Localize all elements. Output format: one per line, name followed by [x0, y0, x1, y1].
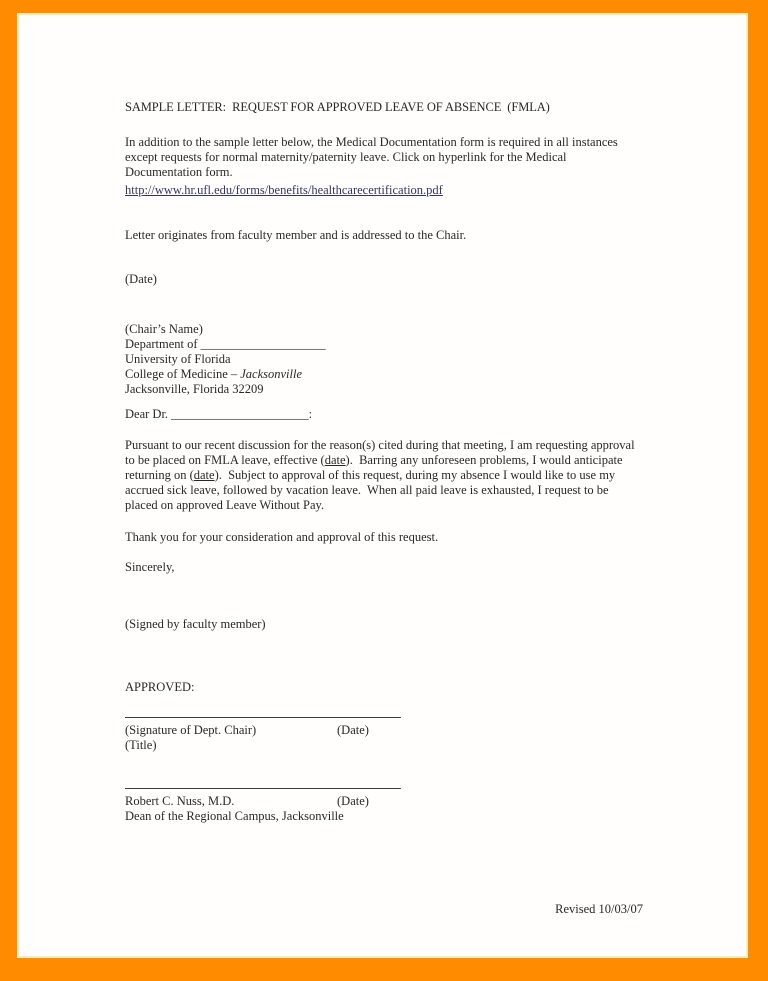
- college-campus: Jacksonville: [240, 367, 303, 381]
- salutation-suffix: :: [308, 407, 313, 421]
- body-date-blank-1: date: [324, 453, 346, 467]
- body-date-blank-2: date: [193, 468, 215, 482]
- signature-2-name: Robert C. Nuss, M.D.: [125, 794, 235, 808]
- university-line: University of Florida: [125, 352, 231, 366]
- medical-form-link[interactable]: http://www.hr.ufl.edu/forms/benefits/healthcarecertification.pdf: [125, 183, 443, 197]
- recipient-address: [125, 322, 643, 397]
- college-prefix: College of Medicine –: [125, 367, 241, 381]
- salutation-line: [125, 407, 643, 422]
- intro-paragraph: In addition to the sample letter below, the Medical Documentation form is required in all instances except requests for normal maternity/paternity leave. Click on hyperlink for the Medical Documentation form.: [125, 135, 621, 179]
- department-label: Department of: [125, 337, 201, 351]
- signature-1-title: (Title): [125, 738, 157, 752]
- signature-line-2: [125, 788, 401, 789]
- thanks-line: Thank you for your consideration and approval of this request.: [125, 530, 439, 544]
- signed-note: (Signed by faculty member): [125, 617, 266, 631]
- signature-2-title: Dean of the Regional Campus, Jacksonville: [125, 809, 344, 823]
- department-blank: ____________________: [200, 337, 326, 351]
- department-line: [125, 337, 643, 352]
- college-line: [125, 367, 643, 382]
- body-part-1: Pursuant to our recent discussion for the reason(s) cited during that meeting, I am requesting approval to be placed on FMLA leave, effective (: [125, 438, 638, 467]
- letter-page: [17, 13, 748, 958]
- signature-1-date: (Date): [337, 723, 369, 737]
- origin-note: Letter originates from faculty member and is addressed to the Chair.: [125, 228, 467, 242]
- body-paragraph: [125, 438, 643, 513]
- salutation-blank: ______________________: [171, 407, 309, 421]
- salutation-prefix: Dear Dr.: [125, 407, 172, 421]
- letter-title: SAMPLE LETTER: REQUEST FOR APPROVED LEAVE OF ABSENCE (FMLA): [125, 100, 550, 114]
- closing-line: Sincerely,: [125, 560, 175, 574]
- signature-line-1: [125, 717, 401, 718]
- revision-note: Revised 10/03/07: [555, 902, 643, 916]
- signature-row-2: [125, 794, 643, 809]
- signature-2-date: (Date): [337, 794, 369, 808]
- body-part-3: ). Subject to approval of this request, during my absence I would like to use my accrued sick leave, followed by vacation leave. When all paid leave is exhausted, I request to be placed on approved Leave Without Pay.: [125, 468, 619, 512]
- city-line: Jacksonville, Florida 32209: [125, 382, 264, 396]
- chair-name-line: (Chair’s Name): [125, 322, 203, 336]
- approved-label: APPROVED:: [125, 680, 195, 694]
- signature-1-name: (Signature of Dept. Chair): [125, 723, 257, 737]
- letter-content: [19, 15, 643, 917]
- signature-row-1: [125, 723, 643, 738]
- body-part-2: ). Barring any unforeseen problems, I would anticipate returning on (: [125, 453, 626, 482]
- date-placeholder: (Date): [125, 272, 157, 286]
